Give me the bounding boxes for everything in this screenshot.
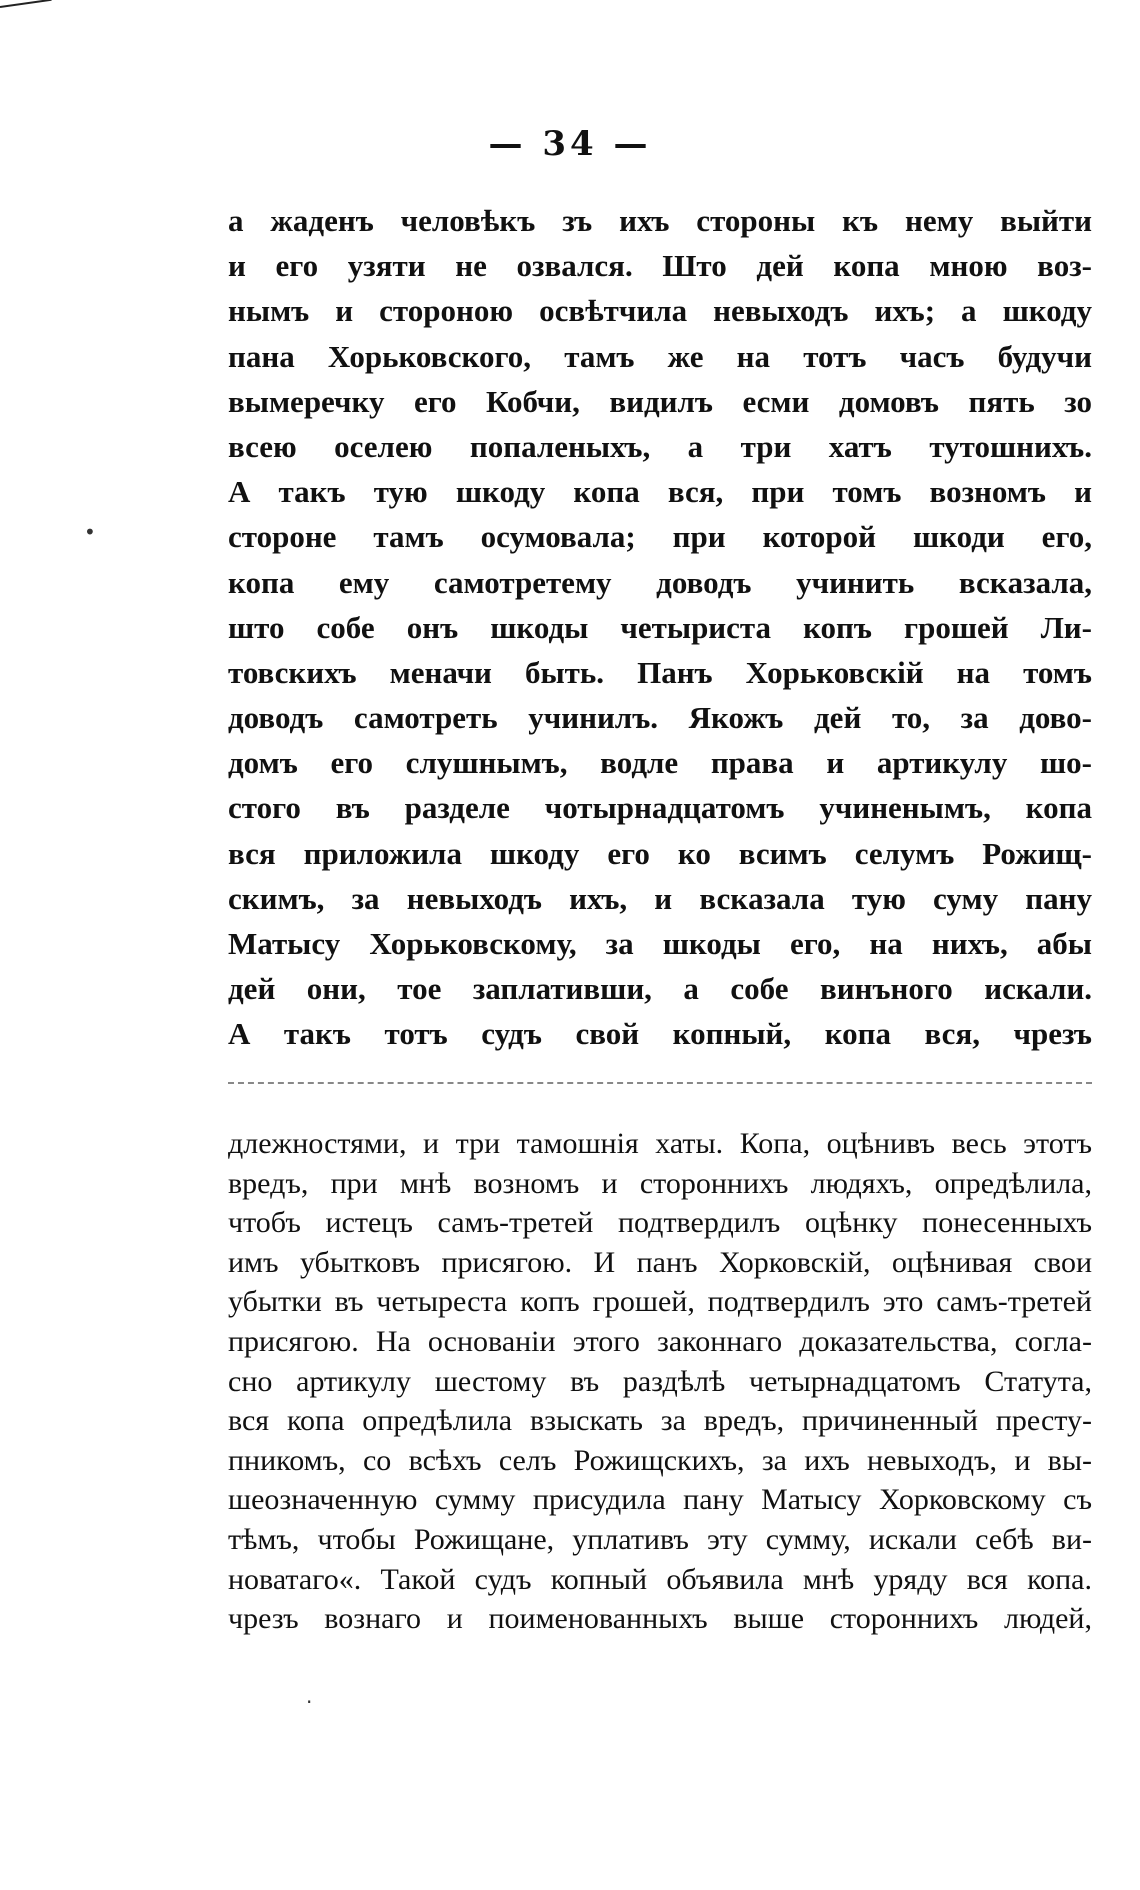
original-text-line: домъ его слушнымъ, водле права и артикулу шо- xyxy=(228,745,1092,781)
original-text-line: всею оселею попаленыхъ, а три хатъ тутошнихъ. xyxy=(228,428,1092,464)
translation-text-line: пникомъ, со всѣхъ селъ Рожищскихъ, за ихъ невыходъ, и вы- xyxy=(228,1443,1092,1477)
bottom-speck: · xyxy=(306,1690,313,1714)
translation-text-line: имъ убытковъ присягою. И панъ Хорковскій, оцѣнивая свои xyxy=(228,1245,1092,1279)
translation-text-line: убытки въ четыреста копъ грошей, подтвердилъ это самъ-третей xyxy=(228,1285,1092,1319)
translation-text-line: вся копа опредѣлила взыскать за вредъ, причиненный престу- xyxy=(228,1404,1092,1438)
original-text-line: што собе онъ шкоды четыриста копъ грошей Ли- xyxy=(228,609,1092,645)
original-text-line: доводъ самотреть учинилъ. Якожъ дей то, за дово- xyxy=(228,700,1092,736)
original-text-block xyxy=(228,198,1092,1057)
original-text-line: А такъ тую шкоду копа вся, при томъ возномъ и xyxy=(228,474,1092,510)
original-text-line: копа ему самотретему доводъ учинить вскaзала, xyxy=(228,564,1092,600)
original-text-line: А такъ тотъ судъ свой копный, копа вся, чрезъ xyxy=(228,1016,1092,1052)
margin-speck: • xyxy=(84,520,96,544)
translation-text-block xyxy=(228,1124,1092,1639)
original-text-line: нымъ и стороною освѣтчила невыходъ ихъ; а шкоду xyxy=(228,293,1092,329)
corner-scan-mark xyxy=(0,0,52,8)
original-text-line: дей они, тое заплативши, а собе винъного искали. xyxy=(228,971,1092,1007)
translation-text-line: вредъ, при мнѣ возномъ и стороннихъ людяхъ, опредѣлила, xyxy=(228,1166,1092,1200)
original-text-line: пана Хорьковского, тамъ же на тотъ часъ будучи xyxy=(228,338,1092,374)
original-text-line: вся приложила шкоду его ко всимъ селумъ Рожищ- xyxy=(228,835,1092,871)
original-text-line: вымеречку его Кобчи, видилъ есми домовъ пять зо xyxy=(228,383,1092,419)
original-text-line: и его узяти не озвался. Што дей копа мною воз- xyxy=(228,248,1092,284)
translation-text-line: чтобъ истецъ самъ-третей подтвердилъ оцѣнку понесенныхъ xyxy=(228,1206,1092,1240)
translation-text-line: новатаго«. Такой судъ копный объявила мнѣ уряду вся копа. xyxy=(228,1562,1092,1596)
page-number: — 34 — xyxy=(488,124,652,164)
translation-text-line: сно артикулу шестому въ раздѣлѣ четырнадцатомъ Статута, xyxy=(228,1364,1092,1398)
original-text-line: скимъ, за невыходъ ихъ, и вскaзала тую суму пану xyxy=(228,880,1092,916)
original-text-line: товскихъ меначи быть. Панъ Хорьковскій на томъ xyxy=(228,654,1092,690)
translation-text-line: присягою. На основаніи этого законнаго доказательства, согла- xyxy=(228,1324,1092,1358)
original-text-line: Матысу Хорьковскому, за шкоды его, на нихъ, абы xyxy=(228,926,1092,961)
original-text-line: стороне тамъ осумовала; при которой шкоди его, xyxy=(228,519,1092,555)
original-text-line: стого въ разделе чотырнадцатомъ учиненымъ, копа xyxy=(228,790,1092,826)
translation-text-line: длежностями, и три тамошнія хаты. Копа, оцѣнивъ весь этотъ xyxy=(228,1127,1092,1160)
translation-text-line: чрезъ вознаго и поименованныхъ выше стороннихъ людей, xyxy=(228,1602,1092,1636)
translation-text-line: тѣмъ, чтобы Рожищане, уплативъ эту сумму, искали себѣ ви- xyxy=(228,1522,1092,1556)
original-text-line: а жаденъ человѣкъ зъ ихъ стороны къ нему выйти xyxy=(228,203,1092,238)
section-divider xyxy=(228,1082,1092,1084)
translation-text-line: шеозначенную сумму присудила пану Матысу Хорковскому съ xyxy=(228,1483,1092,1517)
